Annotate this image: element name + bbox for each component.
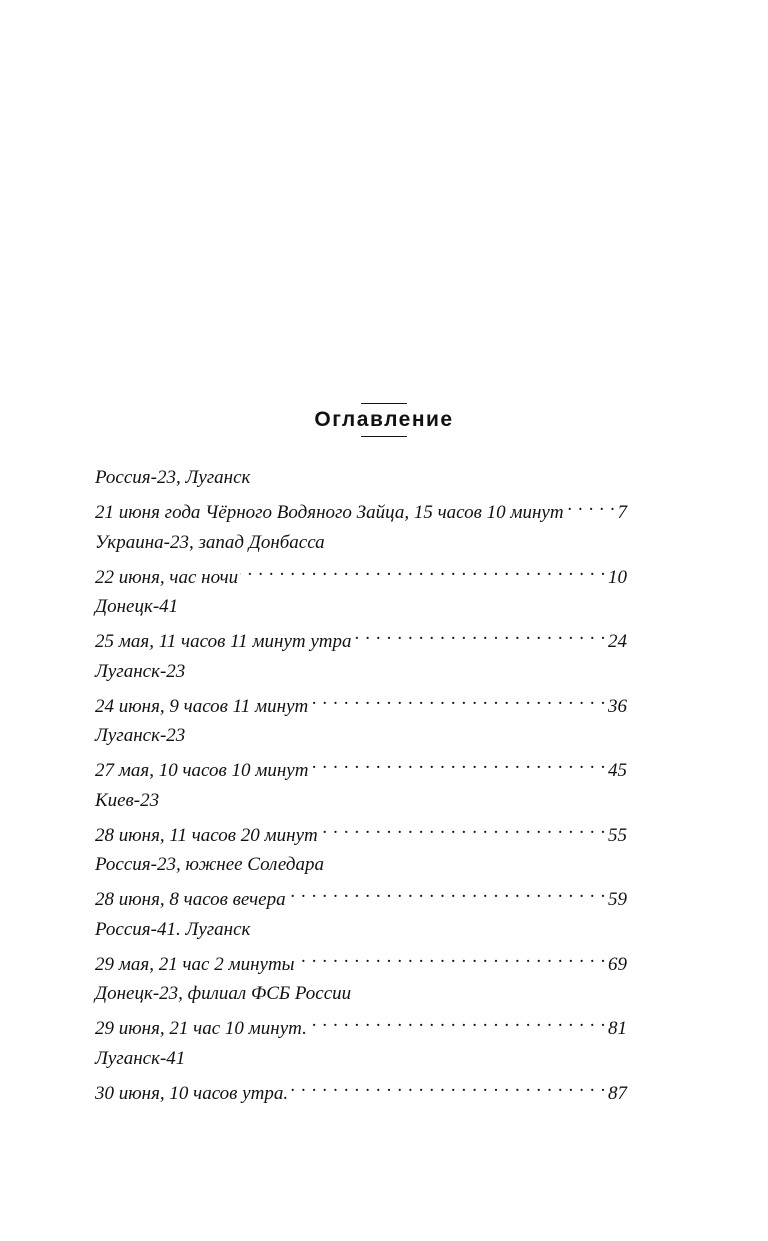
toc-entry[interactable] — [95, 1045, 627, 1110]
toc-entry[interactable] — [95, 658, 627, 723]
toc-entry[interactable] — [95, 722, 627, 787]
toc-entry-page: 69 — [608, 953, 627, 975]
toc-entry[interactable] — [95, 529, 627, 594]
toc-entry-line — [95, 814, 627, 846]
toc-entry[interactable] — [95, 851, 627, 916]
toc-entry-line — [95, 556, 627, 588]
toc-entry-line — [95, 620, 627, 652]
dot-leader — [297, 943, 606, 970]
toc-entry-page: 59 — [608, 889, 627, 910]
toc-entry-line — [95, 749, 627, 781]
toc-entry-page: 45 — [608, 760, 627, 781]
dot-leader — [309, 1007, 606, 1034]
dot-leader — [288, 878, 606, 905]
toc-entry[interactable] — [95, 916, 627, 981]
toc-entry-subtitle: 28 июня, 8 часов вечера — [95, 889, 286, 910]
toc-entry-title: Украина-23, запад Донбасса — [95, 531, 325, 553]
dot-leader — [320, 814, 606, 841]
dot-leader — [566, 491, 616, 518]
heading-bottom-rule — [361, 436, 407, 437]
dot-leader — [290, 1072, 606, 1099]
toc-entry-subtitle: 25 мая, 11 часов 11 минут утра — [95, 631, 352, 652]
toc-heading-block — [0, 403, 768, 437]
toc-entry-line — [95, 943, 627, 975]
toc-entry-title: Киев-23 — [95, 789, 160, 811]
toc-entry-page: 81 — [608, 1018, 627, 1039]
dot-leader — [240, 556, 606, 583]
toc-entry-page: 7 — [617, 502, 627, 523]
toc-entry-title: Донецк-41 — [95, 596, 179, 617]
toc-entry[interactable] — [95, 464, 627, 529]
toc-entry-subtitle: 22 июня, час ночи — [95, 566, 239, 588]
toc-entry-subtitle: 24 июня, 9 часов 11 минут — [95, 695, 309, 717]
toc-entry-title: Луганск-23 — [95, 725, 186, 746]
toc-entry-title: Россия-23, южнее Соледара — [95, 854, 324, 875]
toc-entry-title: Луганск-23 — [95, 660, 186, 682]
toc-entry-title: Донецк-23, филиал ФСБ России — [95, 983, 352, 1004]
toc-entry-title: Россия-23, Луганск — [95, 467, 251, 488]
dot-leader — [310, 685, 606, 712]
toc-entry-line — [95, 685, 627, 717]
toc-entry-subtitle: 21 июня года Чёрного Водяного Зайца, 15 часов 10 минут — [95, 502, 564, 523]
toc-entry-subtitle: 29 мая, 21 час 2 минуты — [95, 953, 295, 975]
toc-entry-subtitle: 27 мая, 10 часов 10 минут — [95, 760, 309, 781]
toc-entry-page: 10 — [608, 566, 627, 588]
toc-entry[interactable] — [95, 787, 627, 852]
toc-entry-subtitle: 28 июня, 11 часов 20 минут — [95, 824, 318, 846]
toc-entry[interactable] — [95, 980, 627, 1045]
toc-entry-page: 24 — [608, 631, 627, 652]
toc-entry-subtitle: 30 июня, 10 часов утра. — [95, 1082, 289, 1104]
toc-entry-page: 87 — [608, 1082, 627, 1104]
dot-leader — [310, 749, 606, 776]
toc-entry-line — [95, 1072, 627, 1104]
toc-entry-line — [95, 878, 627, 910]
toc-entry[interactable] — [95, 593, 627, 658]
toc-list — [95, 464, 627, 1109]
toc-entry-title: Россия-41. Луганск — [95, 918, 251, 940]
dot-leader — [354, 620, 606, 647]
toc-entry-page: 36 — [608, 695, 627, 717]
toc-heading: Оглавление — [314, 408, 454, 431]
toc-entry-title: Луганск-41 — [95, 1047, 186, 1069]
toc-entry-page: 55 — [608, 824, 627, 846]
toc-entry-line — [95, 1007, 627, 1039]
toc-entry-line — [95, 491, 627, 523]
toc-entry-subtitle: 29 июня, 21 час 10 минут. — [95, 1018, 307, 1039]
